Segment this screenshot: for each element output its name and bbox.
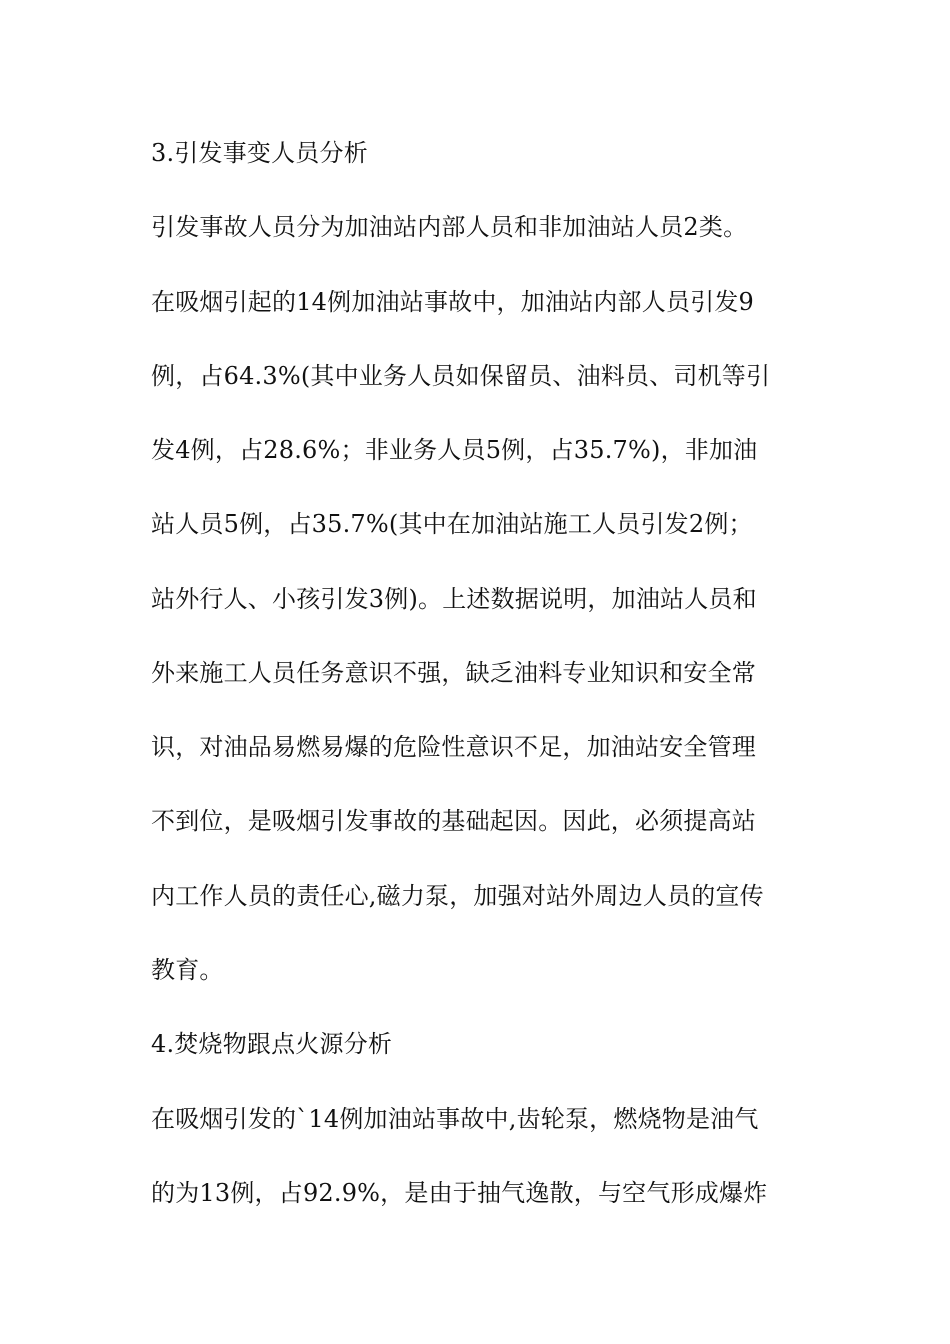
paragraph-line: 在吸烟引发的`14例加油站事故中,齿轮泵，燃烧物是油气 xyxy=(151,1105,759,1133)
section-heading-3: 3.引发事变人员分析 xyxy=(151,139,368,167)
paragraph-line: 例，占64.3%(其中业务人员如保留员、油料员、司机等引 xyxy=(151,362,771,390)
paragraph-line: 站外行人、小孩引发3例)。上述数据说明，加油站人员和 xyxy=(151,585,757,613)
paragraph-line: 站人员5例，占35.7%(其中在加油站施工人员引发2例； xyxy=(151,510,753,538)
paragraph-line: 发4例，占28.6%；非业务人员5例，占35.7%)，非加油 xyxy=(151,436,758,464)
paragraph-line: 的为13例，占92.9%，是由于抽气逸散，与空气形成爆炸 xyxy=(151,1179,768,1207)
paragraph-line: 引发事故人员分为加油站内部人员和非加油站人员2类。 xyxy=(151,213,748,241)
paragraph-line: 外来施工人员任务意识不强，缺乏油料专业知识和安全常 xyxy=(151,659,756,687)
paragraph-line: 教育。 xyxy=(151,956,224,984)
paragraph-line: 不到位，是吸烟引发事故的基础起因。因此，必须提高站 xyxy=(151,807,756,835)
paragraph-line: 内工作人员的责任心,磁力泵，加强对站外周边人员的宣传 xyxy=(151,882,764,910)
paragraph-line: 在吸烟引起的14例加油站事故中，加油站内部人员引发9 xyxy=(151,288,755,316)
paragraph-line: 识，对油品易燃易爆的危险性意识不足，加油站安全管理 xyxy=(151,733,756,761)
section-heading-4: 4.焚烧物跟点火源分析 xyxy=(151,1030,393,1058)
